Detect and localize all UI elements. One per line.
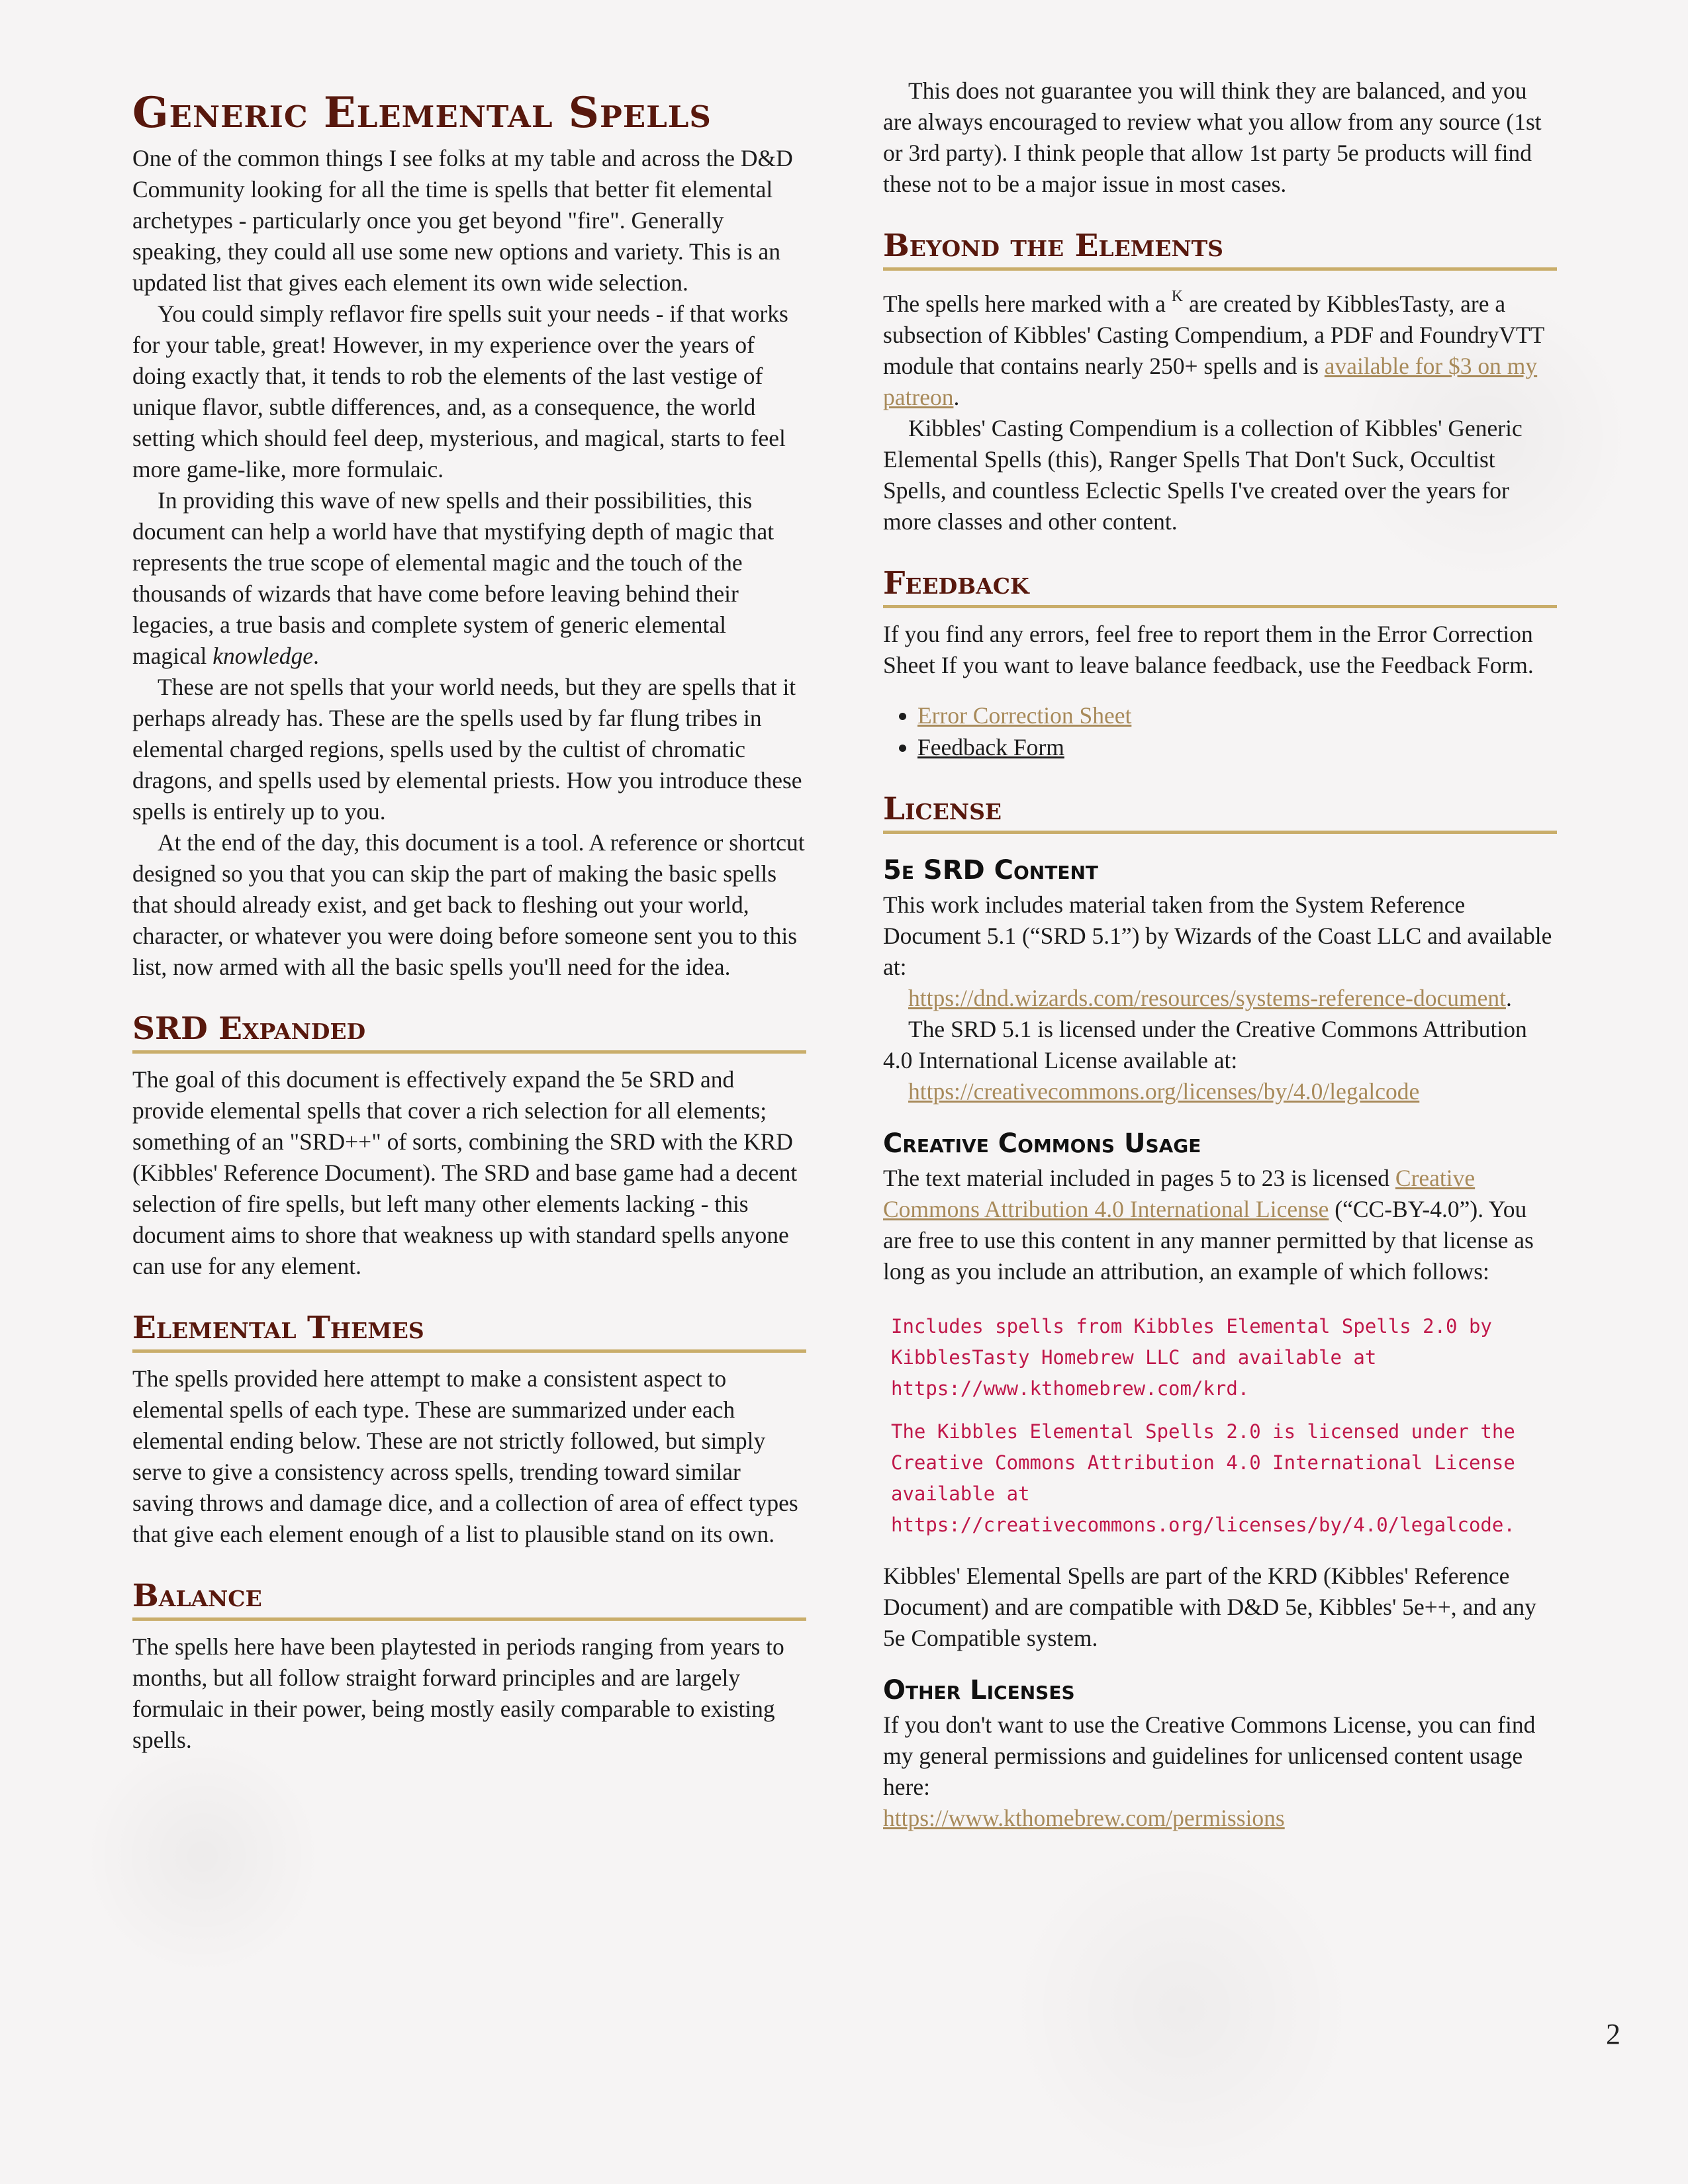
- balance-text: The spells here have been playtested in periods ranging from years to months, but all follow straight forward principles and are largely formulaic in their power, being mostly easily comparable to existing spells.: [132, 1633, 784, 1753]
- intro-emphasis: knowledge: [212, 643, 314, 669]
- cc-legalcode-line: [883, 1076, 1557, 1107]
- intro-paragraph-4: These are not spells that your world needs, but they are spells that it perhaps already has. These are the spells used by far flung tribes in elemental charged regions, spells used by the cultist of chromatic dragons, and spells used by elemental priests. How you introduce these spells is entirely up to you.: [132, 674, 802, 825]
- srd-content-heading: 5e SRD Content: [883, 855, 1098, 886]
- intro-paragraph-5: At the end of the day, this document is a tool. A reference or shortcut designed so you that you can skip the part of making the basic spells that should already exist, and get back to fleshing out your world, character, or whatever you were doing before someone sent you to this list, now armed with all the basic spells you'll need for the idea.: [132, 829, 805, 980]
- intro-paragraph-3-end: .: [313, 643, 319, 669]
- permissions-link-line: [883, 1803, 1557, 1834]
- cc-license-link[interactable]: Creative Commons Attribution 4.0 International License: [883, 1165, 1476, 1222]
- attribution-code-2: The Kibbles Elemental Spells 2.0 is licensed under the Creative Commons Attribution 4.0 International License available at https://creativecommons.org/licenses/by/4.0/legalcode.: [891, 1420, 1515, 1536]
- license-heading: License: [883, 790, 1557, 834]
- beyond-text-a: The spells here marked with a: [883, 291, 1172, 317]
- feedback-links-list: [883, 700, 1557, 763]
- permissions-link[interactable]: https://www.kthomebrew.com/permissions: [883, 1805, 1285, 1831]
- intro-paragraph-1: One of the common things I see folks at my table and across the D&D Community looking for all the time is spells that better fit elemental archetypes - particularly once you get beyond "fire". Generally speaking, they could all use some new options and variety. This is an updated list that gives each element its own wide selection.: [132, 145, 793, 296]
- srd-expanded-heading: SRD Expanded: [132, 1009, 806, 1054]
- kibbles-marker: K: [1171, 288, 1184, 305]
- attribution-code-1: Includes spells from Kibbles Elemental Spells 2.0 by KibblesTasty Homebrew LLC and available at https://www.kthomebrew.com/krd.: [891, 1315, 1492, 1400]
- beyond-elements-heading: Beyond the Elements: [883, 226, 1557, 271]
- page-title: Generic Elemental Spells: [132, 88, 712, 138]
- cc-usage-text-b: (“CC-BY-4.0”). You are free to use this content in any manner permitted by that license as long as you include an attribution, an example of which follows:: [883, 1196, 1534, 1285]
- feedback-text: If you find any errors, feel free to report them in the Error Correction Sheet If you want to leave balance feedback, use the Feedback Form.: [883, 621, 1534, 678]
- cc-usage-paragraph-1: [883, 1163, 1557, 1287]
- beyond-elements-paragraph-1: [883, 281, 1557, 413]
- intro-paragraph-3-text: In providing this wave of new spells and their possibilities, this document can help a world have that mystifying depth of magic that represents the true scope of elemental magic and the touch of the thousands of wizards that have come before leaving behind their legacies, a true basis and complete system of generic elemental magical: [132, 487, 774, 669]
- intro-paragraph-3: [132, 485, 806, 672]
- srd-reference-link[interactable]: https://dnd.wizards.com/resources/systems-reference-document: [908, 985, 1506, 1011]
- beyond-text-end: .: [953, 384, 960, 410]
- list-item: [917, 700, 1557, 731]
- elemental-themes-heading: Elemental Themes: [132, 1308, 806, 1353]
- srd-link-line: https://dnd.wizards.com/resources/systems-reference-document.: [908, 985, 1512, 1011]
- cc-usage-paragraph-2: Kibbles' Elemental Spells are part of the KRD (Kibbles' Reference Document) and are compatible with D&D 5e, Kibbles' 5e++, and any 5e Compatible system.: [883, 1563, 1536, 1651]
- list-item: [917, 731, 1557, 763]
- error-correction-sheet-link[interactable]: Error Correction Sheet: [917, 702, 1132, 729]
- right-column: [883, 75, 1557, 1834]
- other-licenses-heading: Other Licenses: [883, 1675, 1075, 1706]
- balance-continued-text: This does not guarantee you will think they are balanced, and you are always encouraged to review what you allow from any source (1st or 3rd party). I think people that allow 1st party 5e products will find these not to be a major issue in most cases.: [883, 77, 1542, 197]
- srd-expanded-text: The goal of this document is effectively expand the 5e SRD and provide elemental spells that cover a rich selection for all elements; something of an "SRD++" of sorts, combining the SRD with the KRD (Kibbles' Reference Document). The SRD and base game had a decent selection of fire spells, but left many other elements lacking - this document aims to shore that weakness up with standard spells anyone can use for any element.: [132, 1066, 798, 1279]
- beyond-elements-paragraph-2: Kibbles' Casting Compendium is a collection of Kibbles' Generic Elemental Spells (this), Ranger Spells That Don't Suck, Occultist Spells, and countless Eclectic Spells I've created over the years for more classes and other content.: [883, 415, 1523, 535]
- left-column: [132, 86, 806, 1756]
- beyond-text-b: are created by KibblesTasty, are a subsection of Kibbles' Casting Compendium, a PDF and FoundryVTT module that contains nearly 250+ spells and is: [883, 291, 1544, 379]
- other-licenses-text: If you don't want to use the Creative Commons License, you can find my general permissions and guidelines for unlicensed content usage here:: [883, 1711, 1536, 1800]
- srd-content-paragraph-2: The SRD 5.1 is licensed under the Creative Commons Attribution 4.0 International License available at:: [883, 1016, 1527, 1073]
- page-number: 2: [1606, 2018, 1620, 2050]
- patreon-link[interactable]: available for $3 on my patreon: [883, 353, 1538, 410]
- elemental-themes-text: The spells provided here attempt to make a consistent aspect to elemental spells of each type. These are summarized under each elemental ending below. These are not strictly followed, but simply serve to give a consistency across spells, trending toward similar saving throws and damage dice, and a collection of area of effect types that give each element enough of a list to plausible stand on its own.: [132, 1365, 798, 1547]
- feedback-form-link[interactable]: Feedback Form: [917, 734, 1064, 760]
- balance-heading: Balance: [132, 1576, 806, 1621]
- feedback-heading: Feedback: [883, 564, 1557, 608]
- cc-usage-heading: Creative Commons Usage: [883, 1128, 1201, 1159]
- cc-usage-text-a: The text material included in pages 5 to 23 is licensed: [883, 1165, 1395, 1191]
- srd-content-paragraph-1: This work includes material taken from the System Reference Document 5.1 (“SRD 5.1”) by Wizards of the Coast LLC and available at:: [883, 891, 1552, 980]
- intro-paragraph-2: You could simply reflavor fire spells suit your needs - if that works for your table, great! However, in my experience over the years of doing exactly that, it tends to rob the elements of the last vestige of unique flavor, subtle differences, and, as a consequence, the world setting which should feel deep, mysterious, and magical, starts to feel more game-like, more formulaic.: [132, 300, 788, 482]
- cc-legalcode-link[interactable]: https://creativecommons.org/licenses/by/4.0/legalcode: [908, 1078, 1420, 1105]
